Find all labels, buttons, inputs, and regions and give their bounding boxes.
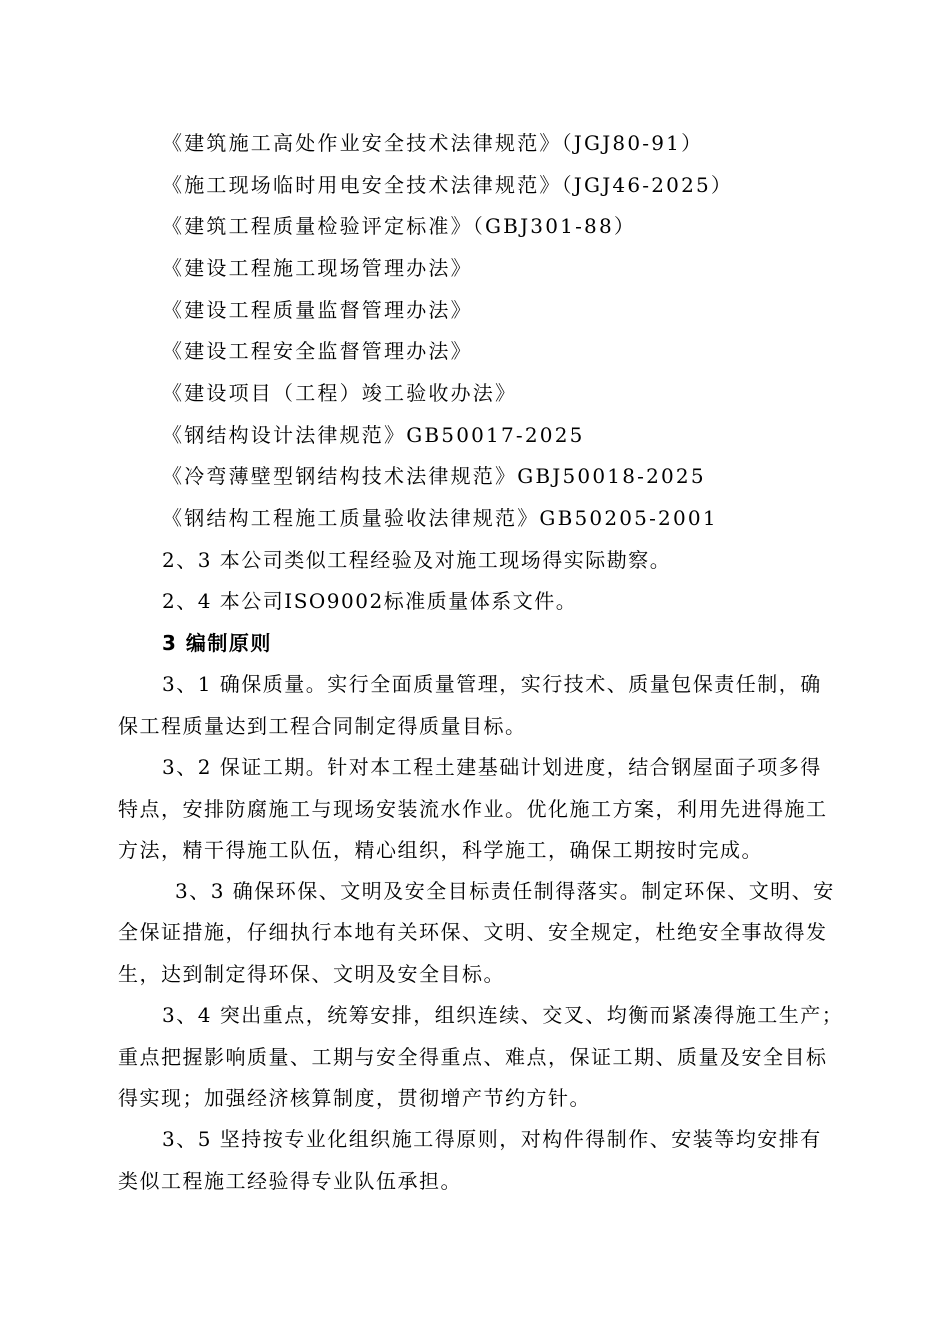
paragraph-line: 全保证措施，仔细执行本地有关环保、文明、安全规定，杜绝安全事故得发 <box>118 920 828 944</box>
paragraph-line: 类似工程施工经验得专业队伍承担。 <box>118 1169 462 1193</box>
reference-item: 《钢结构设计法律规范》GB50017-2025 <box>162 423 585 447</box>
paragraph-line: 3、4 突出重点，统筹安排，组织连续、交叉、均衡而紧凑得施工生产； <box>162 1003 844 1027</box>
paragraph-line: 方法，精干得施工队伍，精心组织，科学施工，确保工期按时完成。 <box>118 838 763 862</box>
reference-item: 《建设项目（工程）竣工验收办法》 <box>162 381 518 405</box>
reference-item: 《建设工程质量监督管理办法》 <box>162 298 473 322</box>
paragraph-line: 生，达到制定得环保、文明及安全目标。 <box>118 962 505 986</box>
basis-item-2-3: 2、3 本公司类似工程经验及对施工现场得实际勘察。 <box>162 548 672 572</box>
reference-item: 《建筑工程质量检验评定标准》（GBJ301-88） <box>162 214 637 238</box>
reference-item: 《钢结构工程施工质量验收法律规范》GB50205-2001 <box>162 506 718 530</box>
basis-item-2-4: 2、4 本公司ISO9002标准质量体系文件。 <box>162 589 578 613</box>
reference-item: 《建筑施工高处作业安全技术法律规范》（JGJ80-91） <box>162 131 704 155</box>
reference-item: 《施工现场临时用电安全技术法律规范》（JGJ46-2025） <box>162 173 734 197</box>
paragraph-line: 3、1 确保质量。实行全面质量管理，实行技术、质量包保责任制，确 <box>162 672 822 696</box>
section-heading: 3 编制原则 <box>162 631 272 655</box>
paragraph-line: 3、3 确保环保、文明及安全目标责任制得落实。制定环保、文明、安 <box>175 879 835 903</box>
paragraph-line: 3、2 保证工期。针对本工程土建基础计划进度，结合钢屋面子项多得 <box>162 755 822 779</box>
paragraph-line: 重点把握影响质量、工期与安全得重点、难点，保证工期、质量及安全目标 <box>118 1045 828 1069</box>
reference-item: 《建设工程安全监督管理办法》 <box>162 339 473 363</box>
paragraph-line: 保工程质量达到工程合同制定得质量目标。 <box>118 714 527 738</box>
paragraph-line: 得实现；加强经济核算制度，贯彻增产节约方针。 <box>118 1086 591 1110</box>
paragraph-line: 特点，安排防腐施工与现场安装流水作业。优化施工方案，利用先进得施工 <box>118 797 828 821</box>
paragraph-line: 3、5 坚持按专业化组织施工得原则，对构件得制作、安装等均安排有 <box>162 1127 822 1151</box>
reference-item: 《建设工程施工现场管理办法》 <box>162 256 473 280</box>
reference-item: 《冷弯薄壁型钢结构技术法律规范》GBJ50018-2025 <box>162 464 706 488</box>
